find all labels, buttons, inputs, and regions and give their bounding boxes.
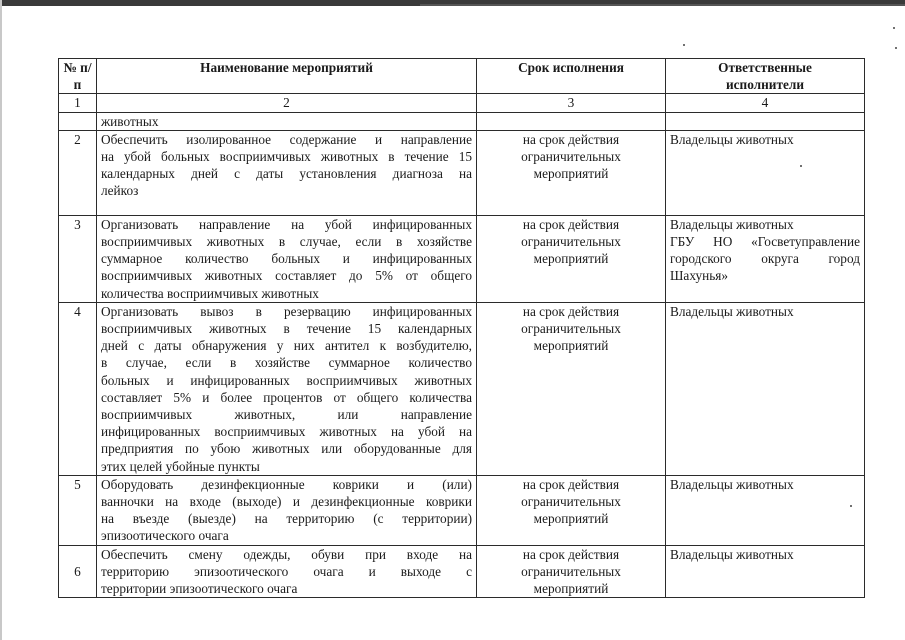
cell-num (59, 112, 97, 130)
header-name-text: Наименование мероприятий (200, 60, 373, 75)
column-number: 3 (477, 94, 666, 112)
header-name (97, 59, 477, 94)
name-line: количества восприимчивых животных (101, 285, 319, 301)
deadline-line: мероприятий (533, 511, 609, 527)
name-line: Организовать направление на убой инфицированных (101, 216, 472, 232)
name-line: ванночки на входе (выходе) и дезинфекционные коврики (101, 494, 472, 510)
responsible-line: Владельцы животных (670, 216, 794, 232)
cell-responsible (666, 302, 865, 475)
column-number: 4 (666, 94, 865, 112)
name-line: лейкоз (101, 183, 139, 199)
cell-deadline (477, 545, 666, 598)
deadline-line: ограничительных (521, 234, 621, 250)
cell-name (97, 302, 477, 475)
column-number: 1 (59, 94, 97, 112)
deadline-line: на срок действия (522, 546, 620, 562)
column-number: 2 (97, 94, 477, 112)
scan-speck (895, 47, 897, 49)
name-line: предприятия по убою животных или оборудованные для (101, 441, 472, 457)
name-line: больных и инфицированных восприимчивых животных (101, 372, 472, 388)
name-line: Обеспечить изолированное содержание и направление (101, 131, 472, 147)
table-row (59, 545, 865, 598)
table-header-row (59, 59, 865, 94)
cell-responsible (666, 545, 865, 598)
table-row (59, 475, 865, 545)
responsible-line: Владельцы животных (670, 303, 794, 319)
deadline-line: ограничительных (521, 494, 621, 510)
cell-name (97, 112, 477, 130)
events-table (58, 58, 865, 598)
deadline-line: на срок действия (522, 216, 620, 232)
name-line: территории эпизоотического очага (101, 581, 298, 597)
cell-name (97, 545, 477, 598)
cell-responsible (666, 130, 865, 215)
scan-edge-left (0, 0, 2, 640)
header-deadline-text: Срок исполнения (518, 60, 624, 75)
name-line: на въезде (выезде) на территорию (с территории) (101, 511, 472, 527)
responsible-line: Владельцы животных (670, 131, 794, 147)
deadline-line: мероприятий (533, 166, 609, 182)
scan-speck (683, 44, 685, 46)
cell-deadline (477, 475, 666, 545)
header-responsible (666, 59, 865, 94)
deadline-line: ограничительных (521, 563, 621, 579)
name-line: календарных дней с даты установления диагноза на (101, 166, 472, 182)
table-row (59, 302, 865, 475)
cell-name (97, 130, 477, 215)
cell-name (97, 475, 477, 545)
name-line: восприимчивых животных в течение 15 календарных (101, 321, 472, 337)
cell-num: 3 (59, 215, 97, 302)
cell-num: 4 (59, 302, 97, 475)
header-responsible-line2: исполнители (725, 77, 805, 93)
continuation-row (59, 112, 865, 130)
responsible-line: Шахунья» (670, 268, 729, 284)
responsible-line: городского округа город (670, 251, 860, 267)
cell-deadline (477, 130, 666, 215)
column-numbers-row (59, 94, 865, 112)
deadline-line: мероприятий (533, 338, 609, 354)
cell-deadline (477, 215, 666, 302)
deadline-line: на срок действия (522, 476, 620, 492)
header-deadline (477, 59, 666, 94)
cell-responsible (666, 112, 865, 130)
cell-deadline (477, 112, 666, 130)
scan-speck (893, 27, 895, 29)
scan-edge-top-right (420, 4, 905, 6)
deadline-line: на срок действия (522, 303, 620, 319)
name-line: Оборудовать дезинфекционные коврики и (или) (101, 476, 472, 492)
deadline-line: ограничительных (521, 321, 621, 337)
name-line: восприимчивых животных составляет до 5% от общего (101, 268, 472, 284)
name-line: суммарное количество больных и инфицированных (101, 251, 472, 267)
cell-deadline (477, 302, 666, 475)
cell-responsible (666, 475, 865, 545)
cell-responsible (666, 215, 865, 302)
name-line: восприимчивых животных, или направление (101, 407, 472, 423)
name-line: дней с даты обнаружения у них антител к возбудителю, (101, 338, 472, 354)
cell-num: 5 (59, 475, 97, 545)
name-line: этих целей убойные пункты (101, 458, 260, 474)
name-line: инфицированных восприимчивых животных на убой на (101, 424, 472, 440)
name-line: составляет 5% и более процентов от общего количества (101, 389, 472, 405)
name-line: восприимчивых животных в случае, если в хозяйстве (101, 234, 472, 250)
table-row (59, 130, 865, 215)
name-line: Обеспечить смену одежды, обуви при входе на (101, 546, 472, 562)
cell-name (97, 215, 477, 302)
responsible-line: Владельцы животных (670, 546, 794, 562)
cell-num: 6 (59, 545, 97, 598)
deadline-line: мероприятий (533, 581, 609, 597)
name-line: Организовать вывоз в резервацию инфицированных (101, 303, 472, 319)
name-line: в случае, если в хозяйстве суммарное количество (101, 355, 472, 371)
cell-num: 2 (59, 130, 97, 215)
name-line: эпизоотического очага (101, 528, 229, 544)
header-num (59, 59, 97, 94)
table-row (59, 215, 865, 302)
responsible-line: Владельцы животных (670, 476, 794, 492)
deadline-line: на срок действия (522, 131, 620, 147)
header-responsible-line1: Ответственные (718, 60, 812, 75)
name-line: территорию эпизоотического очага и выходе с (101, 563, 472, 579)
deadline-line: мероприятий (533, 251, 609, 267)
name-line: на убой больных восприимчивых животных в течение 15 (101, 149, 472, 165)
deadline-line: ограничительных (521, 149, 621, 165)
header-num-text: № п/п (63, 60, 92, 93)
responsible-line: ГБУ НО «Госветуправление (670, 234, 860, 250)
continuation-text: животных (101, 113, 159, 129)
